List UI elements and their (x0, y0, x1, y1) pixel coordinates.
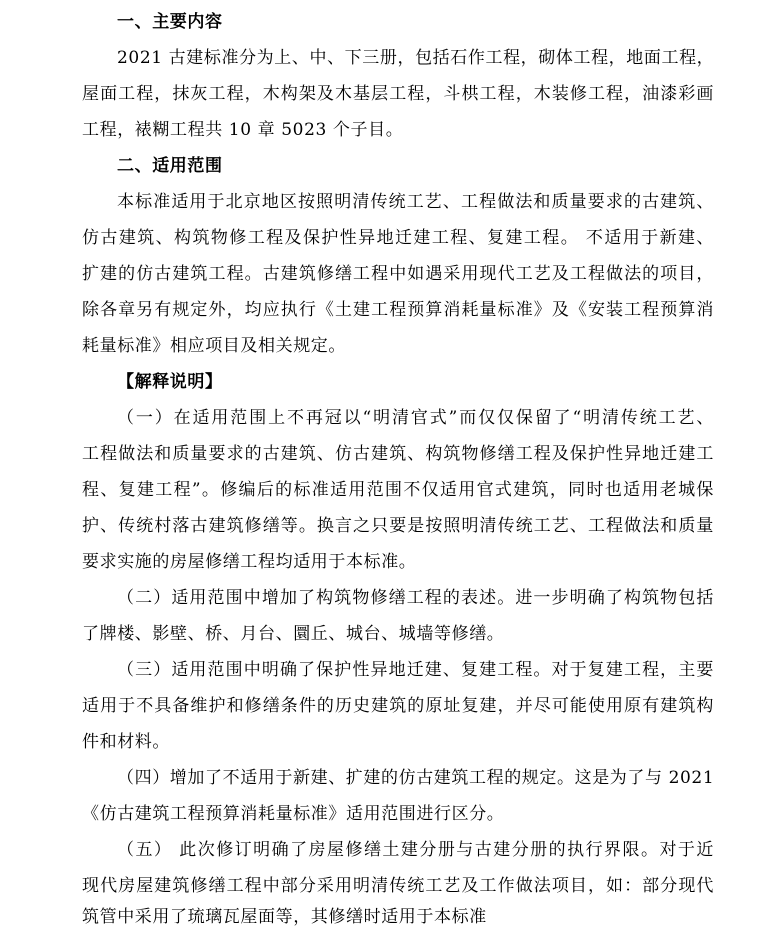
paragraph-line: 除各章另有规定外，均应执行《土建工程预算消耗量标准》及《安装工程预算消 (82, 300, 714, 320)
paragraph-line: 件和材料。 (82, 732, 170, 752)
paragraph-line: 现代房屋建筑修缮工程中部分采用明清传统工艺及工作做法项目，如：部分现代 (82, 876, 714, 896)
paragraph-line: 《仿古建筑工程预算消耗量标准》适用范围进行区分。 (82, 804, 505, 824)
section-heading-scope: 二、适用范围 (117, 156, 223, 176)
paragraph-line: 屋面工程，抹灰工程，木构架及木基层工程，斗栱工程，木装修工程，油漆彩画 (82, 84, 714, 104)
paragraph-line: 护、传统村落古建筑修缮等。换言之只要是按照明清传统工艺、工程做法和质量 (82, 516, 714, 536)
paragraph-line: （五） 此次修订明确了房屋修缮土建分册与古建分册的执行界限。对于近 (117, 840, 714, 860)
paragraph-line: （一）在适用范围上不再冠以“明清官式”而仅仅保留了“明清传统工艺、 (117, 408, 714, 428)
paragraph-line: 本标准适用于北京地区按照明清传统工艺、工程做法和质量要求的古建筑、 (117, 192, 714, 212)
paragraph-line: 2021 古建标准分为上、中、下三册，包括石作工程，砌体工程，地面工程， (117, 48, 715, 68)
paragraph-line: 工程做法和质量要求的古建筑、仿古建筑、构筑物修缮工程及保护性异地迁建工 (82, 444, 714, 464)
paragraph-line: 扩建的仿古建筑工程。古建筑修缮工程中如遇采用现代工艺及工程做法的项目， (82, 264, 714, 284)
paragraph-line: 耗量标准》相应项目及相关规定。 (82, 336, 346, 356)
paragraph-line: （三）适用范围中明确了保护性异地迁建、复建工程。对于复建工程，主要 (117, 660, 714, 680)
section-heading-main-content: 一、主要内容 (117, 12, 223, 32)
paragraph-line: 仿古建筑、构筑物修工程及保护性异地迁建工程、复建工程。 不适用于新建、 (82, 228, 714, 248)
paragraph-line: 工程，裱糊工程共 10 章 5023 个子目。 (82, 120, 404, 140)
paragraph-line: （二）适用范围中增加了构筑物修缮工程的表述。进一步明确了构筑物包括 (117, 588, 714, 608)
paragraph-line: 适用于不具备维护和修缮条件的历史建筑的原址复建，并尽可能使用原有建筑构 (82, 696, 714, 716)
paragraph-line-cut-off: 筑管中采用了琉璃瓦屋面等，其修缮时适用于本标准 (82, 907, 487, 927)
paragraph-line: （四）增加了不适用于新建、扩建的仿古建筑工程的规定。这是为了与 2021 (117, 768, 715, 788)
paragraph-line: 程、复建工程”。修编后的标准适用范围不仅适用官式建筑，同时也适用老城保 (82, 480, 714, 500)
section-heading-explanation: 【解释说明】 (117, 372, 223, 392)
paragraph-line: 了牌楼、影壁、桥、月台、圜丘、城台、城墙等修缮。 (82, 624, 505, 644)
paragraph-line: 要求实施的房屋修缮工程均适用于本标准。 (82, 552, 417, 572)
